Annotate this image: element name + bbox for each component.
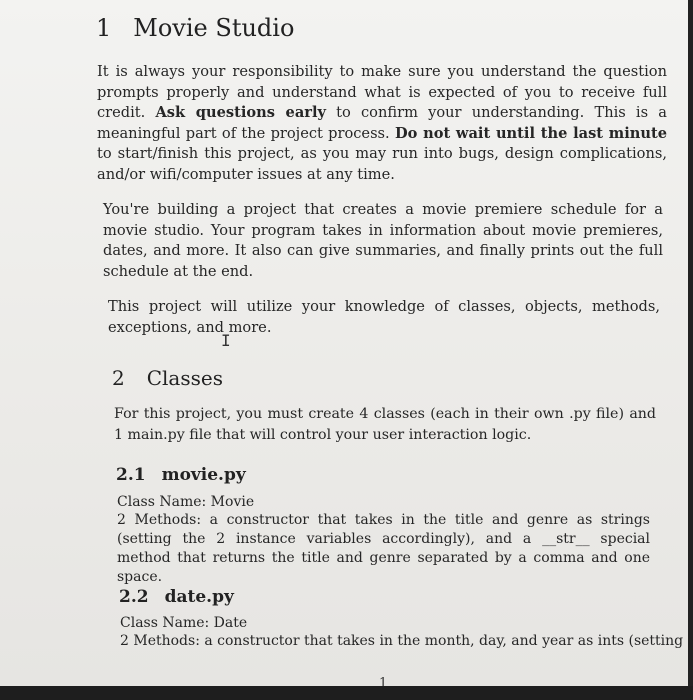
ask-questions-early-bold: Ask questions early: [155, 104, 326, 121]
subsection-2-2-heading: [119, 587, 234, 607]
section-2-number: 2: [112, 366, 125, 390]
subsection-2-1-title: movie.py: [161, 465, 246, 485]
project-description-paragraph: You're building a project that creates a movie premiere schedule for a movie studio. Your program takes in information about movie premieres, dates, and more. It also can give summaries, and finally prints out the full schedule at the end.: [103, 201, 663, 280]
responsibility-paragraph: [97, 62, 667, 185]
text-cursor-icon: I: [221, 331, 231, 350]
subsection-2-2-number: 2.2: [119, 587, 149, 607]
screen-edge-right: [688, 0, 693, 700]
section-1-title: Movie Studio: [133, 14, 295, 42]
screen-edge-bottom: [0, 686, 693, 700]
responsibility-text-1: It is always your responsibility to make sure you understand the question prompts properly and understand what is expected of you to receive full credit.: [97, 63, 667, 121]
date-class-name: Class Name: Date: [120, 615, 248, 631]
date-methods-description: 2 Methods: a constructor that takes in the month, day, and year as ints (setting: [120, 633, 684, 649]
section-1-number: 1: [96, 14, 112, 42]
subsection-2-1-number: 2.1: [116, 465, 146, 485]
section-1-heading: [96, 14, 294, 42]
section-2-heading: [112, 366, 223, 390]
section-2-title: Classes: [146, 366, 223, 390]
movie-methods-description: 2 Methods: a constructor that takes in the title and genre as strings (setting the 2 instance variables accordingly), and a __str__ special method that returns the title and genre separated by a comma and one space.: [117, 512, 650, 585]
responsibility-text-3: to start/finish this project, as you may run into bugs, design complications, and/or wifi/computer issues at any time.: [97, 145, 667, 183]
classes-intro-paragraph: For this project, you must create 4 classes (each in their own .py file) and 1 main.py file that will control your user interaction logic.: [114, 406, 656, 443]
movie-class-name: Class Name: Movie: [117, 494, 255, 510]
knowledge-paragraph: This project will utilize your knowledge of classes, objects, methods, exceptions, and more.: [108, 298, 660, 336]
responsibility-text-2: to confirm your understanding. This is a meaningful part of the project process.: [97, 104, 667, 142]
subsection-2-2-title: date.py: [164, 587, 234, 607]
do-not-wait-bold: Do not wait until the last minute: [394, 124, 668, 142]
subsection-2-1-heading: [116, 465, 246, 485]
page-number: 1: [379, 676, 388, 686]
